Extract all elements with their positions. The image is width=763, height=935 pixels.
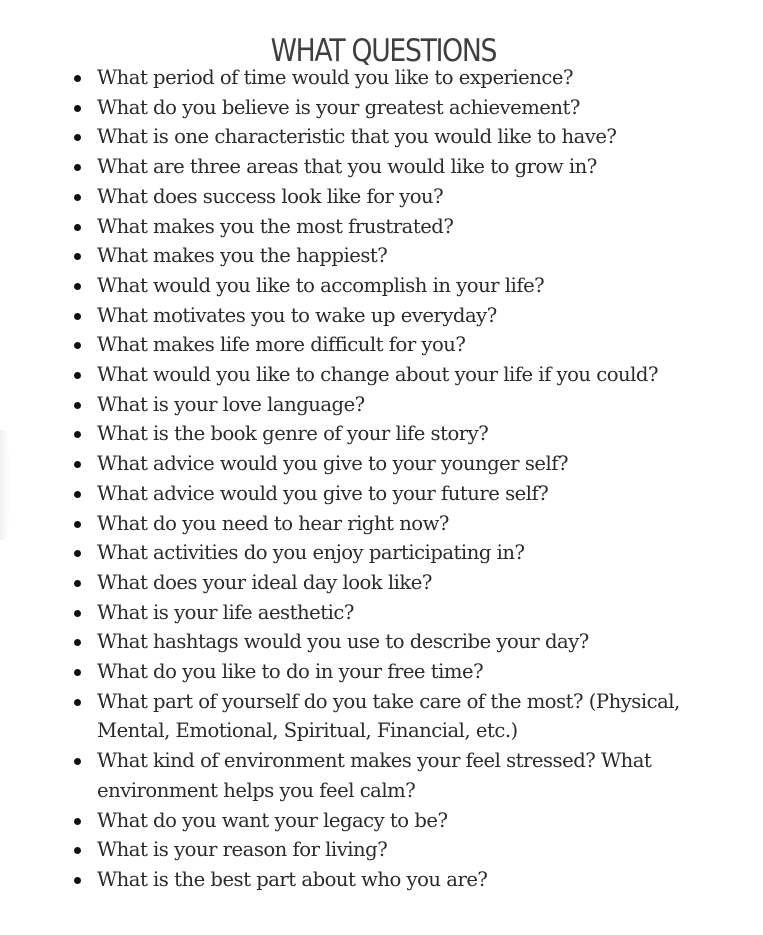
question-text: What advice would you give to your future self? (97, 481, 549, 505)
question-text: What is your reason for living? (97, 838, 388, 862)
bullet-icon (74, 491, 81, 498)
list-item (0, 865, 740, 895)
bullet-icon (74, 431, 81, 438)
question-text: What motivates you to wake up everyday? (97, 303, 497, 327)
list-item (0, 330, 740, 360)
list-item (0, 212, 740, 242)
bullet-icon (74, 342, 81, 349)
question-text: What do you like to do in your free time? (97, 660, 484, 684)
question-text: What does your ideal day look like? (97, 570, 432, 594)
list-item (0, 63, 740, 93)
question-list (0, 63, 740, 895)
bullet-icon (74, 313, 81, 320)
question-text: What do you believe is your greatest achievement? (97, 95, 580, 119)
list-item (0, 301, 740, 331)
question-text: What part of yourself do you take care of the most? (Physical, Mental, Emotional, Spiritual, Financial, etc.) (97, 689, 680, 743)
question-text: What hashtags would you use to describe your day? (97, 630, 589, 654)
list-item (0, 538, 740, 568)
question-text: What period of time would you like to experience? (97, 66, 573, 89)
question-text: What is your life aesthetic? (97, 600, 354, 624)
bullet-icon (74, 877, 81, 884)
question-text: What makes life more difficult for you? (97, 333, 466, 357)
bullet-icon (74, 521, 81, 528)
bullet-icon (74, 134, 81, 141)
question-text: What makes you the most frustrated? (97, 214, 454, 238)
list-item (0, 687, 740, 746)
bullet-icon (74, 818, 81, 825)
question-text: What advice would you give to your younger self? (97, 452, 569, 476)
list-item (0, 93, 740, 123)
list-item (0, 627, 740, 657)
bullet-icon (74, 699, 81, 706)
list-item (0, 241, 740, 271)
list-item (0, 835, 740, 865)
list-item (0, 509, 740, 539)
list-item (0, 390, 740, 420)
bullet-icon (74, 372, 81, 379)
bullet-icon (74, 253, 81, 260)
bullet-icon (74, 580, 81, 587)
bullet-icon (74, 669, 81, 676)
bullet-icon (74, 75, 81, 82)
question-text: What is the best part about who you are? (97, 867, 488, 891)
question-text: What do you want your legacy to be? (97, 808, 448, 832)
question-text: What activities do you enjoy participating in? (97, 541, 525, 565)
list-item (0, 598, 740, 628)
bullet-icon (74, 847, 81, 854)
question-text: What kind of environment makes your feel stressed? What environment helps you feel calm? (97, 749, 652, 802)
list-item (0, 479, 740, 509)
bullet-icon (74, 105, 81, 112)
question-text: What does success look like for you? (97, 184, 444, 208)
list-item (0, 360, 740, 390)
question-text: What would you like to change about your life if you could? (97, 363, 658, 387)
bullet-icon (74, 758, 81, 765)
bullet-icon (74, 194, 81, 201)
page-title: WHAT QUESTIONS (270, 33, 497, 69)
question-text: What is the book genre of your life story? (97, 422, 489, 446)
bullet-icon (74, 550, 81, 557)
list-item (0, 152, 740, 182)
question-text: What do you need to hear right now? (97, 511, 449, 535)
list-item (0, 806, 740, 836)
question-text: What is one characteristic that you would like to have? (97, 125, 617, 149)
question-text: What makes you the happiest? (97, 244, 388, 268)
bullet-icon (74, 639, 81, 646)
list-item (0, 419, 740, 449)
list-item (0, 271, 740, 301)
bullet-icon (74, 224, 81, 231)
bullet-icon (74, 164, 81, 171)
list-item (0, 182, 740, 212)
question-text: What would you like to accomplish in your life? (97, 273, 545, 297)
list-item (0, 568, 740, 598)
bullet-icon (74, 402, 81, 409)
list-item (0, 122, 740, 152)
list-item (0, 746, 740, 805)
list-item (0, 657, 740, 687)
bullet-icon (74, 610, 81, 617)
question-text: What are three areas that you would like to grow in? (97, 155, 597, 179)
question-text: What is your love language? (97, 392, 365, 416)
list-item (0, 449, 740, 479)
bullet-icon (74, 461, 81, 468)
bullet-icon (74, 283, 81, 290)
